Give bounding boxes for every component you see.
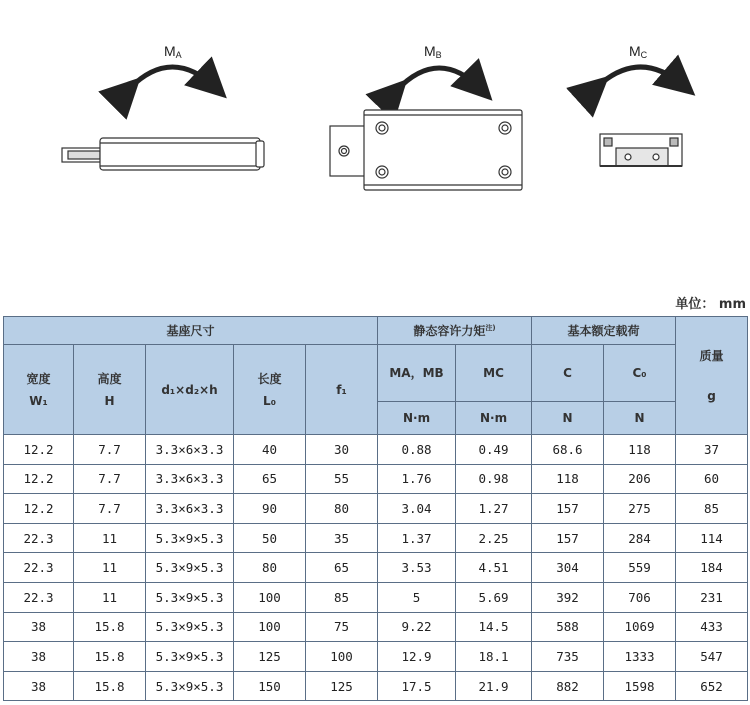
- header-c: C: [532, 345, 604, 402]
- moment-diagrams: [0, 0, 750, 290]
- cell-f1: 85: [306, 582, 378, 612]
- unit-label: 单位： mm: [675, 297, 746, 312]
- cell-f1: 100: [306, 642, 378, 672]
- cell-length: 100: [234, 582, 306, 612]
- table-row: [4, 494, 748, 524]
- rail-side-view: [62, 138, 264, 170]
- cell-hole-dims: 3.3×6×3.3: [146, 464, 234, 494]
- cell-c0: 706: [604, 582, 676, 612]
- cell-hole-dims: 5.3×9×5.3: [146, 642, 234, 672]
- cell-c0: 1333: [604, 642, 676, 672]
- header-static-moment: 静态容许力矩$^{注)}$: [378, 317, 532, 345]
- header-length: 长度 L₀: [234, 345, 306, 435]
- cell-c0: 1598: [604, 671, 676, 701]
- cell-mass: 433: [676, 612, 748, 642]
- cell-f1: 30: [306, 435, 378, 465]
- cell-mc: 4.51: [456, 553, 532, 583]
- cell-length: 90: [234, 494, 306, 524]
- header-hole-dims: d₁×d₂×h: [146, 345, 234, 435]
- cell-height: 15.8: [74, 642, 146, 672]
- moment-b-label: MB: [424, 43, 442, 60]
- cell-height: 7.7: [74, 464, 146, 494]
- table-row: [4, 523, 748, 553]
- header-mab: MA，MB: [378, 345, 456, 402]
- cell-width: 38: [4, 671, 74, 701]
- header-c0: C₀: [604, 345, 676, 402]
- cell-f1: 125: [306, 671, 378, 701]
- unit-mab: N·m: [378, 402, 456, 435]
- cell-length: 80: [234, 553, 306, 583]
- cell-height: 11: [74, 582, 146, 612]
- header-mc: MC: [456, 345, 532, 402]
- cell-f1: 75: [306, 612, 378, 642]
- cell-c0: 118: [604, 435, 676, 465]
- cell-height: 15.8: [74, 612, 146, 642]
- cell-mc: 5.69: [456, 582, 532, 612]
- header-f1: f₁: [306, 345, 378, 435]
- cell-f1: 65: [306, 553, 378, 583]
- slider-top-view: [330, 110, 522, 190]
- table-row: [4, 612, 748, 642]
- cell-mab: 0.88: [378, 435, 456, 465]
- unit-c: N: [532, 402, 604, 435]
- header-width: 宽度 W₁: [4, 345, 74, 435]
- cell-f1: 80: [306, 494, 378, 524]
- cell-c0: 1069: [604, 612, 676, 642]
- cell-mc: 21.9: [456, 671, 532, 701]
- cell-width: 22.3: [4, 523, 74, 553]
- unit-c0: N: [604, 402, 676, 435]
- cell-mc: 2.25: [456, 523, 532, 553]
- cell-length: 100: [234, 612, 306, 642]
- cell-mass: 114: [676, 523, 748, 553]
- cell-height: 7.7: [74, 435, 146, 465]
- cell-c: 304: [532, 553, 604, 583]
- cell-mass: 37: [676, 435, 748, 465]
- cell-mc: 1.27: [456, 494, 532, 524]
- cell-mass: 184: [676, 553, 748, 583]
- cell-c: 392: [532, 582, 604, 612]
- cell-length: 125: [234, 642, 306, 672]
- cell-height: 7.7: [74, 494, 146, 524]
- cell-width: 12.2: [4, 494, 74, 524]
- table-row: [4, 671, 748, 701]
- slider-end-view: [600, 134, 682, 166]
- cell-mab: 3.53: [378, 553, 456, 583]
- table-row: [4, 553, 748, 583]
- cell-mc: 0.98: [456, 464, 532, 494]
- cell-c: 588: [532, 612, 604, 642]
- unit-mc: N·m: [456, 402, 532, 435]
- cell-height: 11: [74, 553, 146, 583]
- cell-length: 40: [234, 435, 306, 465]
- table-row: [4, 464, 748, 494]
- cell-mab: 1.76: [378, 464, 456, 494]
- cell-hole-dims: 3.3×6×3.3: [146, 435, 234, 465]
- cell-mab: 1.37: [378, 523, 456, 553]
- moment-a-diagram: [62, 43, 264, 170]
- table-row: [4, 642, 748, 672]
- cell-f1: 35: [306, 523, 378, 553]
- moment-c-arrow: [598, 67, 684, 86]
- cell-f1: 55: [306, 464, 378, 494]
- cell-c: 68.6: [532, 435, 604, 465]
- cell-mab: 5: [378, 582, 456, 612]
- spec-table: [3, 316, 748, 701]
- cell-length: 50: [234, 523, 306, 553]
- cell-length: 65: [234, 464, 306, 494]
- cell-c: 157: [532, 494, 604, 524]
- cell-width: 22.3: [4, 582, 74, 612]
- moment-b-arrow: [397, 68, 482, 90]
- cell-width: 38: [4, 612, 74, 642]
- cell-hole-dims: 5.3×9×5.3: [146, 553, 234, 583]
- moment-a-label: MA: [164, 43, 182, 60]
- header-mass: 质量 g: [676, 317, 748, 435]
- cell-hole-dims: 3.3×6×3.3: [146, 494, 234, 524]
- cell-c: 735: [532, 642, 604, 672]
- cell-mass: 652: [676, 671, 748, 701]
- cell-width: 12.2: [4, 464, 74, 494]
- cell-c: 118: [532, 464, 604, 494]
- cell-mc: 0.49: [456, 435, 532, 465]
- cell-c0: 275: [604, 494, 676, 524]
- cell-hole-dims: 5.3×9×5.3: [146, 582, 234, 612]
- header-basic-load: 基本额定载荷: [532, 317, 676, 345]
- cell-mc: 18.1: [456, 642, 532, 672]
- cell-width: 22.3: [4, 553, 74, 583]
- cell-c0: 206: [604, 464, 676, 494]
- cell-c: 882: [532, 671, 604, 701]
- header-base-dimensions: 基座尺寸: [4, 317, 378, 345]
- cell-mc: 14.5: [456, 612, 532, 642]
- cell-c0: 284: [604, 523, 676, 553]
- cell-width: 12.2: [4, 435, 74, 465]
- cell-mab: 9.22: [378, 612, 456, 642]
- table-row: [4, 582, 748, 612]
- moment-c-label: MC: [629, 43, 648, 60]
- cell-width: 38: [4, 642, 74, 672]
- cell-hole-dims: 5.3×9×5.3: [146, 671, 234, 701]
- moment-c-diagram: [598, 43, 684, 166]
- header-height: 高度 H: [74, 345, 146, 435]
- moment-b-diagram: [330, 43, 522, 190]
- cell-length: 150: [234, 671, 306, 701]
- cell-c: 157: [532, 523, 604, 553]
- cell-mass: 60: [676, 464, 748, 494]
- cell-mass: 547: [676, 642, 748, 672]
- cell-hole-dims: 5.3×9×5.3: [146, 612, 234, 642]
- cell-height: 11: [74, 523, 146, 553]
- cell-mab: 17.5: [378, 671, 456, 701]
- cell-mass: 231: [676, 582, 748, 612]
- cell-hole-dims: 5.3×9×5.3: [146, 523, 234, 553]
- moment-a-arrow: [130, 67, 216, 88]
- cell-c0: 559: [604, 553, 676, 583]
- cell-height: 15.8: [74, 671, 146, 701]
- cell-mass: 85: [676, 494, 748, 524]
- cell-mab: 12.9: [378, 642, 456, 672]
- cell-mab: 3.04: [378, 494, 456, 524]
- table-row: [4, 435, 748, 465]
